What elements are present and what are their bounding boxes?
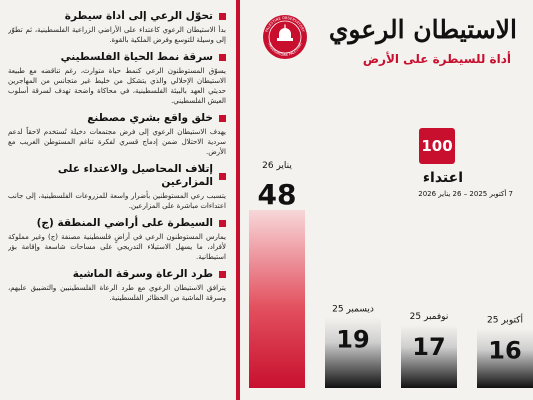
section-body: يمارس المستوطنون الرعي في أراضٍ فلسطينية مصنفة (ج) وغير مملوكة لأفراد، ما يسهل الاستيلاء التدريجي على مساحات شاسعة وإقامة بؤر استيطانية.: [8, 233, 226, 261]
section-artificial-reality: [8, 112, 226, 157]
logo-text-bottom: OBSERVATOIRE PALESTINE: [267, 42, 303, 58]
red-divider: [236, 0, 240, 400]
section-title: طرد الرعاة وسرقة الماشية: [72, 268, 213, 280]
date-range: 7 أكتوبر 2025 – 26 يناير 2026: [418, 190, 513, 198]
section-body: بدأ الاستيطان الرعوي كاعتداء على الأراضي الزراعية الفلسطينية، ثم تطوّر إلى وسيلة للتوسع وفرض الملكية بالقوة.: [8, 26, 226, 44]
section-title: سرقة نمط الحياة الفلسطيني: [60, 51, 213, 63]
total-count-label: اعتداء: [422, 170, 463, 186]
section-body: يهدف الاستيطان الرعوي إلى فرض مجتمعات دخيلة تُستخدم لاحقاً لدعم سردية الاحتلال ضمن إدماج قسري لفكرة تناغم المستوطن الغريب مع الأرض.: [8, 128, 226, 156]
palestine-observatory-logo: [262, 14, 308, 60]
section-title: تحوّل الرعي إلى أداة سيطرة: [64, 10, 213, 22]
bar-category-label: أكتوبر 25: [487, 315, 523, 326]
bar-value-label: 16: [488, 336, 522, 365]
section-area-c-control: [8, 217, 226, 262]
square-bullet-icon: [219, 54, 226, 61]
bar-value-label: 48: [257, 178, 297, 211]
page-title: الاستيطان الرعوي: [328, 15, 517, 44]
section-grazing-control: [8, 10, 226, 45]
square-bullet-icon: [219, 173, 226, 180]
square-bullet-icon: [219, 115, 226, 122]
bar-value-label: 17: [412, 332, 446, 361]
info-sections: [8, 10, 226, 396]
section-body: يسوّق المستوطنون الرعي كنمط حياة متوارث، رغم تناقضه مع طبيعة الاستيطان الإحلالي والذي يتشكل من خليط غير متجانس من المهاجرين حديثي العهد بالبيئة الفلسطينية، في محاكاة واضحة تهدف لسرقة أسلوب العيش الفلسطيني.: [8, 67, 226, 105]
page-subtitle: أداة للسيطرة على الأرض: [362, 52, 511, 66]
bar-category-label: ديسمبر 25: [332, 304, 374, 315]
total-count-badge: 100: [419, 128, 455, 164]
section-herders-expulsion: [8, 268, 226, 303]
bar-value-label: 19: [336, 325, 370, 354]
bar-category-label: نوفمبر 25: [409, 311, 449, 322]
section-title: إتلاف المحاصيل والاعتداء على المزارعين: [57, 163, 213, 188]
bar-category-label: يناير 26: [262, 161, 292, 171]
section-body: يترافق الاستيطان الرعوي مع طرد الرعاة الفلسطينيين والتضييق عليهم، وسرقة الماشية من الحظائر الفلسطينية.: [8, 284, 226, 302]
square-bullet-icon: [219, 220, 226, 227]
logo-text-top: PALESTINE OBSERVATORY: [264, 15, 306, 33]
bar-3: [249, 210, 305, 388]
section-crop-damage: [8, 163, 226, 211]
section-title: خلق واقع بشري مصطنع: [87, 112, 213, 124]
square-bullet-icon: [219, 271, 226, 278]
section-lifestyle-theft: [8, 51, 226, 106]
section-title: السيطرة على أراضي المنطقة (ج): [36, 217, 213, 229]
section-body: يتسبب رعي المستوطنين بأضرار واسعة للمزروعات الفلسطينية، إلى جانب اعتداءات مباشرة على المزارعين.: [8, 192, 226, 210]
square-bullet-icon: [219, 13, 226, 20]
